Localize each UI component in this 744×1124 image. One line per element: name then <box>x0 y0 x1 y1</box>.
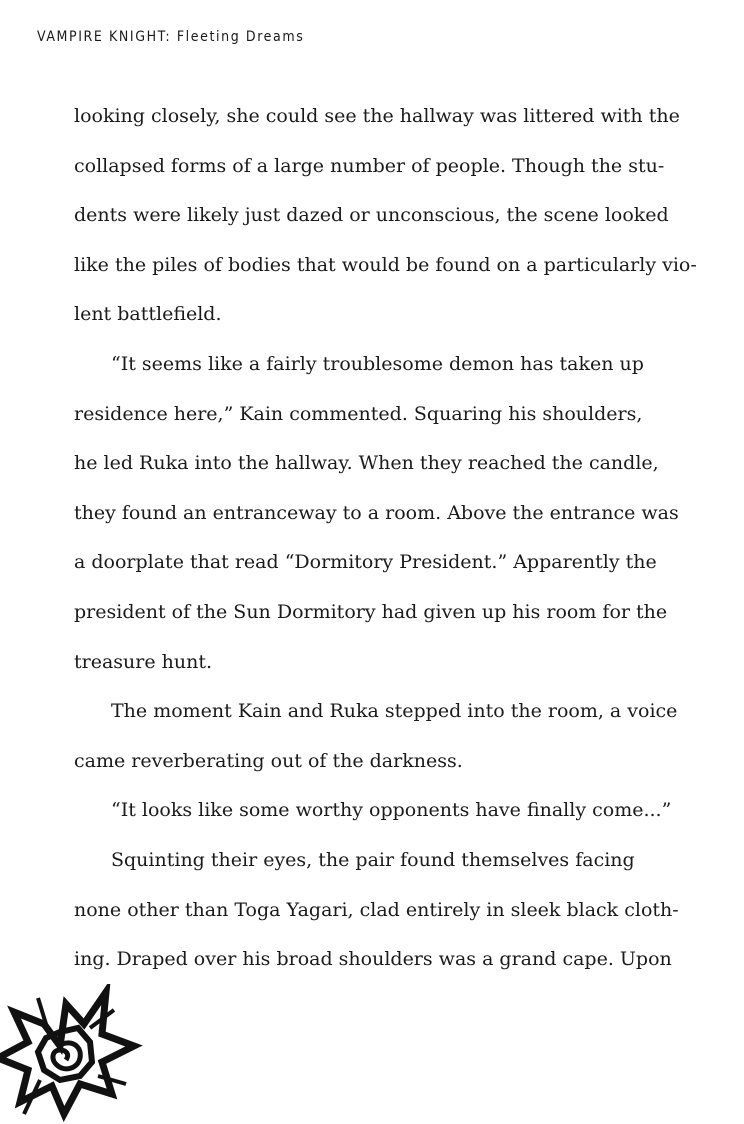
text-line: Squinting their eyes, the pair found themselves facing <box>111 848 635 871</box>
body-text <box>74 92 697 985</box>
text-line: treasure hunt. <box>74 650 213 673</box>
text-line: The moment Kain and Ruka stepped into the room, a voice <box>111 700 678 723</box>
text-line: dents were likely just dazed or unconscious, the scene looked <box>74 204 669 227</box>
text-line: lent battlefield. <box>74 303 222 326</box>
running-head: VAMPIRE KNIGHT: Fleeting Dreams <box>37 29 305 45</box>
text-line: looking closely, she could see the hallway was littered with the <box>74 105 680 127</box>
text-line: ing. Draped over his broad shoulders was a grand cape. Upon <box>74 948 672 971</box>
text-line: “It looks like some worthy opponents have finally come...” <box>111 799 672 822</box>
text-line: he led Ruka into the hallway. When they reached the candle, <box>74 452 659 475</box>
text-line: they found an entranceway to a room. Above the entrance was <box>74 501 679 524</box>
text-line: came reverberating out of the darkness. <box>74 749 463 772</box>
text-line: residence here,” Kain commented. Squaring his shoulders, <box>74 402 643 425</box>
text-line: collapsed forms of a large number of people. Though the stu- <box>74 154 665 177</box>
text-line: a doorplate that read “Dormitory President.” Apparently the <box>74 551 657 574</box>
text-line: “It seems like a fairly troublesome demon has taken up <box>111 352 644 375</box>
text-line: like the piles of bodies that would be found on a particularly vio- <box>74 253 697 276</box>
rose-ornament-icon <box>0 984 144 1124</box>
text-line: none other than Toga Yagari, clad entirely in sleek black cloth- <box>74 898 679 921</box>
text-line: president of the Sun Dormitory had given up his room for the <box>74 600 668 623</box>
